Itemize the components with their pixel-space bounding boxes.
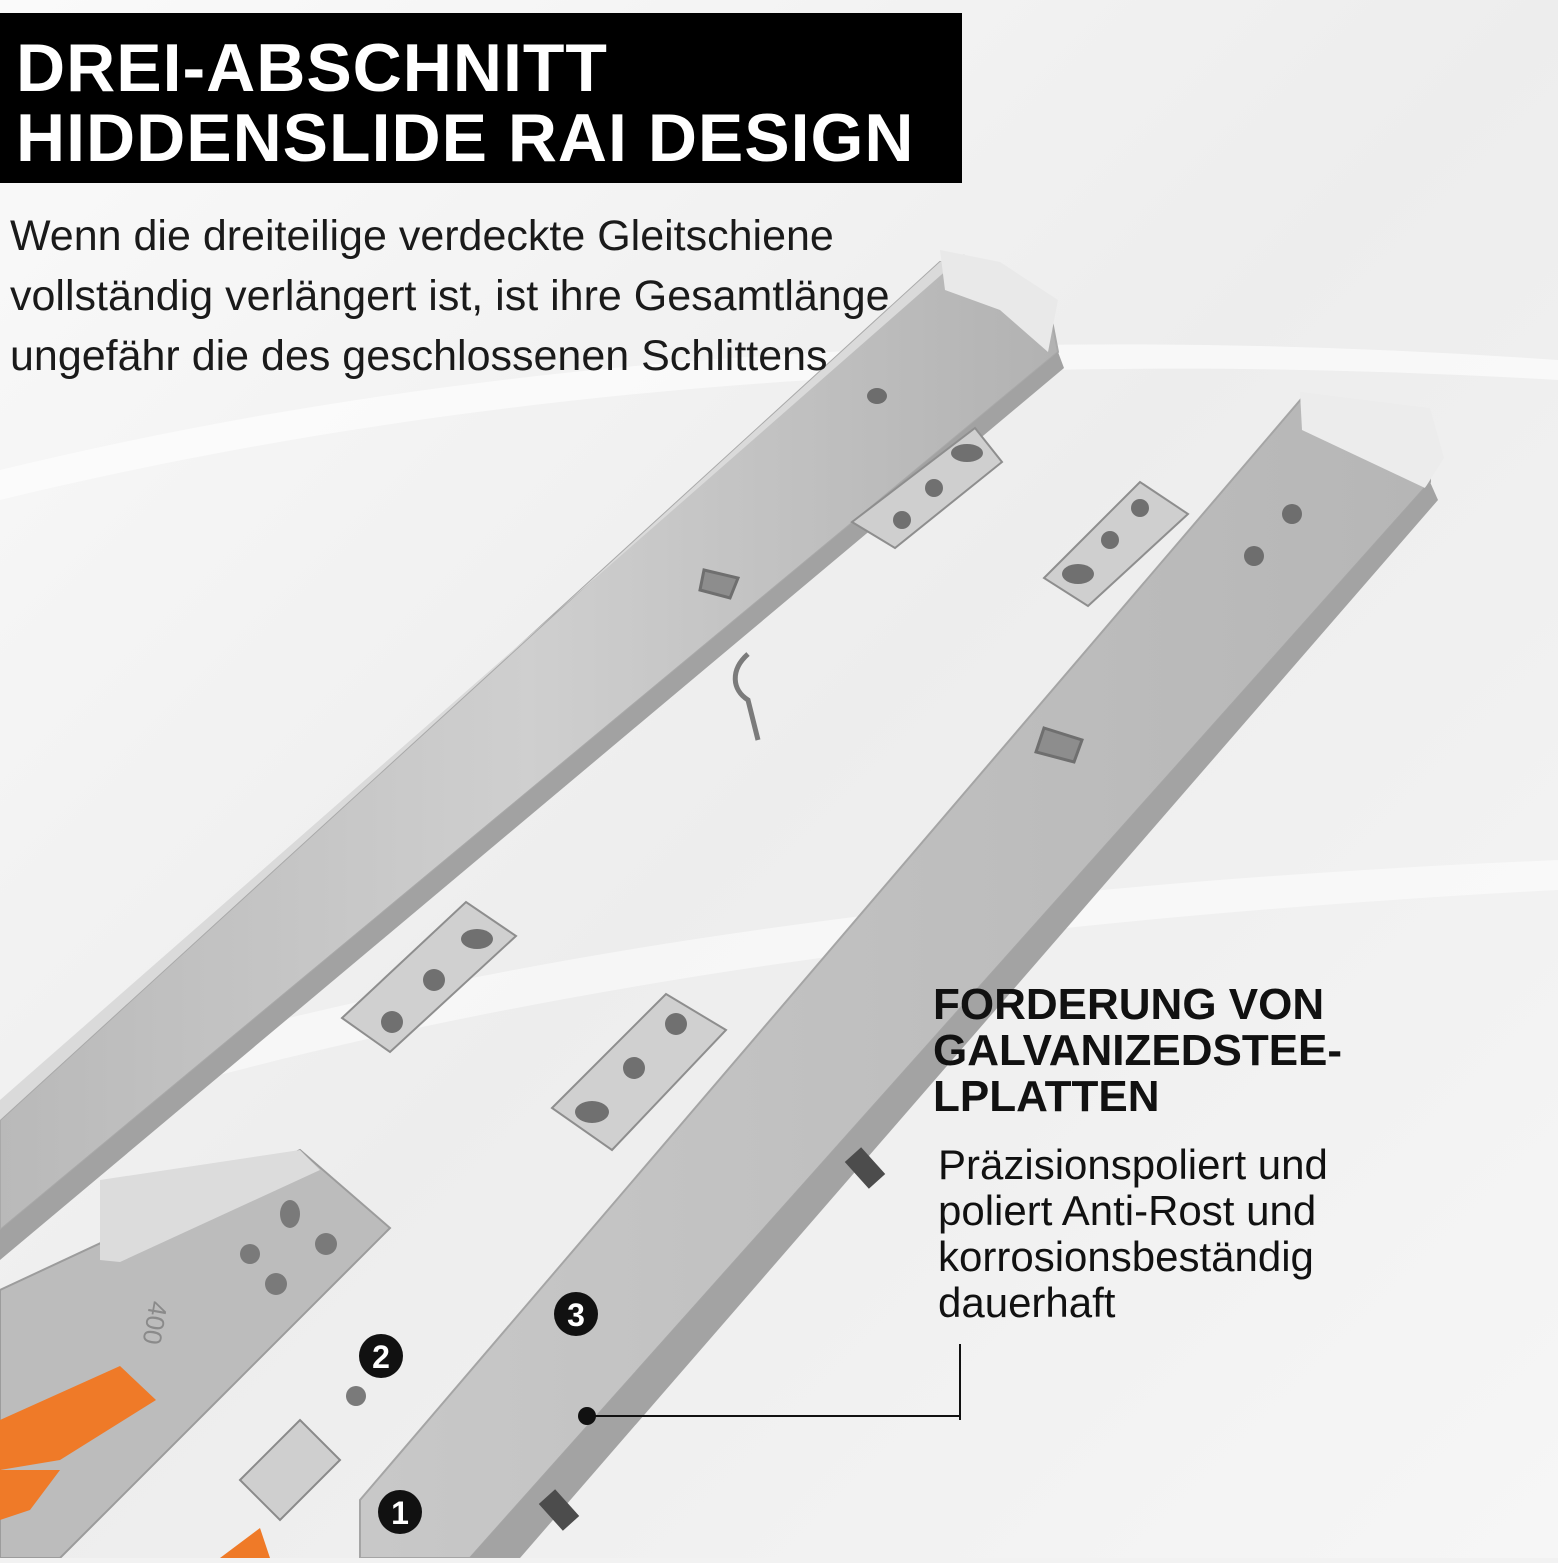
feature-heading (933, 982, 1543, 1120)
rail-stamp: 400 (136, 1298, 174, 1347)
feature-description-line: korrosionsbeständig (938, 1233, 1314, 1280)
title-line-1: DREI-ABSCHNITT (16, 30, 608, 106)
feature-description-line: poliert Anti-Rost und (938, 1187, 1317, 1234)
marker-2 (359, 1334, 403, 1378)
svg-text:3: 3 (567, 1297, 585, 1333)
feature-description (938, 1142, 1538, 1326)
feature-heading-line: FORDERUNG VON (933, 980, 1325, 1029)
intro-line: vollständig verlängert ist, ist ihre Gesamtlänge (10, 272, 890, 320)
title-banner (0, 13, 962, 183)
rail-hole (867, 388, 887, 404)
title-line-2: HIDDENSLIDE RAI DESIGN (16, 100, 915, 176)
intro-line: Wenn die dreiteilige verdeckte Gleitschiene (10, 212, 834, 260)
feature-heading-line: GALVANIZEDSTEE- (933, 1026, 1343, 1075)
marker-3 (554, 1292, 598, 1336)
feature-heading-line: LPLATTEN (933, 1072, 1160, 1121)
rail-hole (1282, 504, 1302, 524)
marker-1 (378, 1490, 422, 1534)
svg-text:2: 2 (372, 1339, 390, 1375)
feature-description-line: dauerhaft (938, 1279, 1116, 1326)
intro-text (10, 206, 1010, 386)
rail-hole (1244, 546, 1264, 566)
svg-text:1: 1 (391, 1495, 409, 1531)
feature-description-line: Präzisionspoliert und (938, 1141, 1328, 1188)
intro-line: ungefähr die des geschlossenen Schlittens (10, 332, 828, 380)
